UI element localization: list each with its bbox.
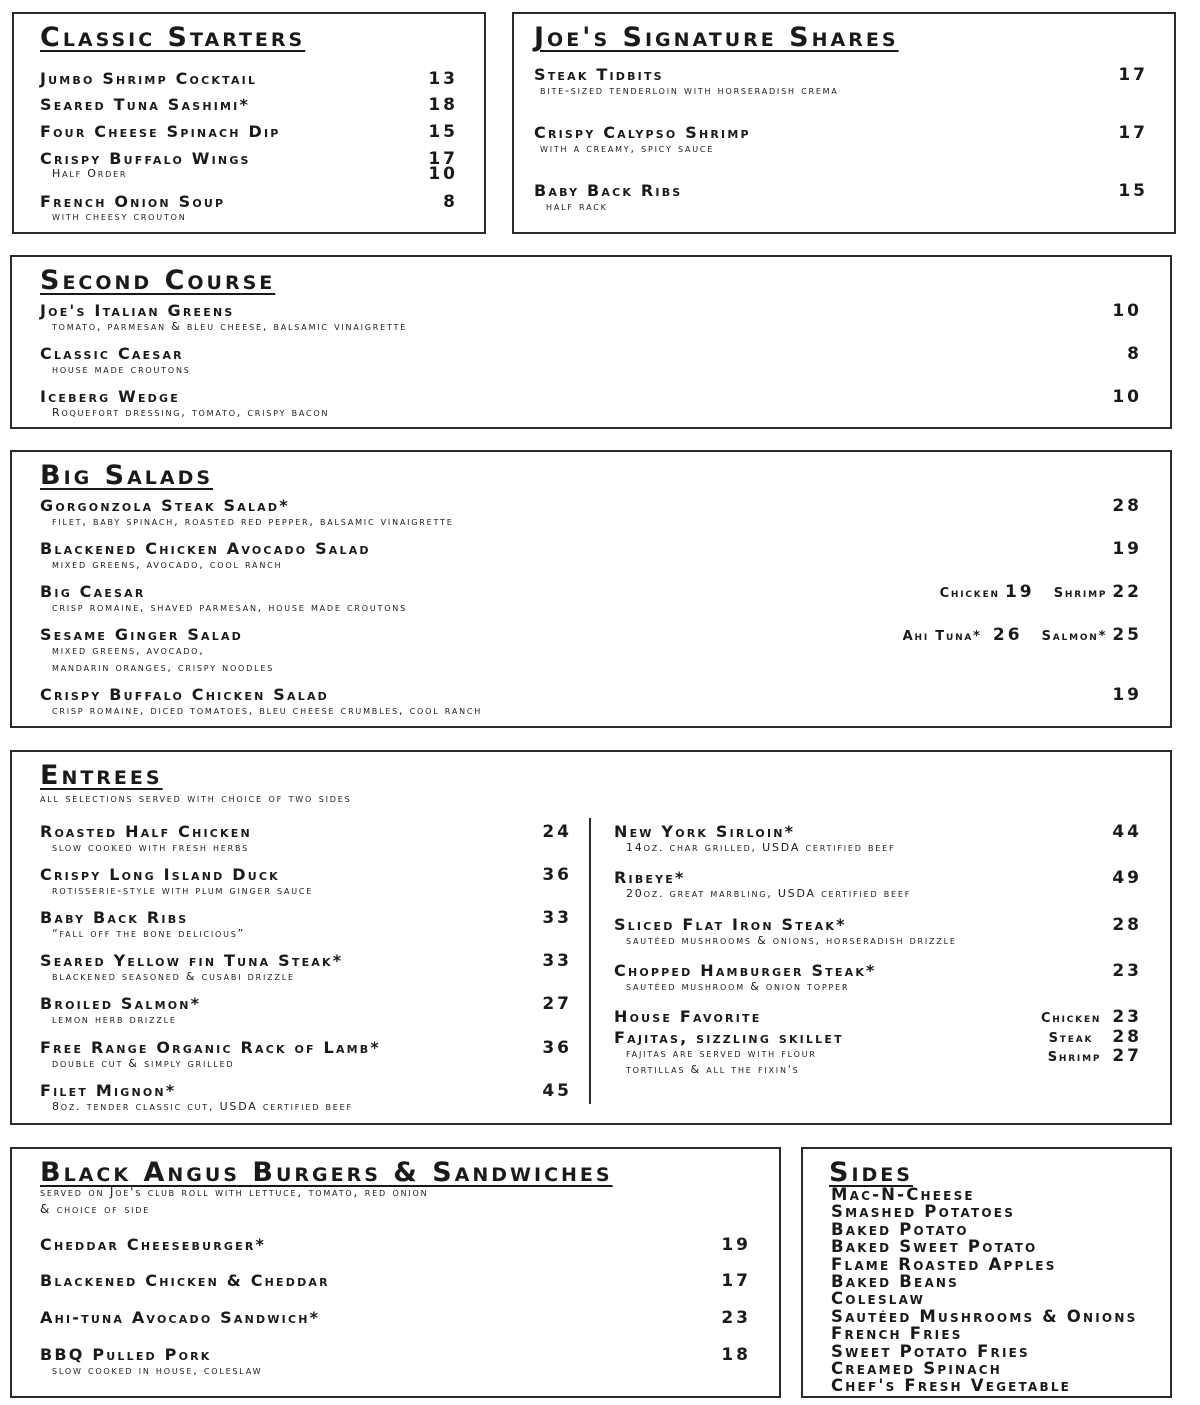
item-name: BBQ Pulled Pork [40,1345,212,1364]
item-price: 33 [542,951,572,971]
item-name: Chopped Hamburger Steak* [614,961,877,980]
item-price: 19 [1004,582,1035,602]
item-price: 28 [1112,496,1142,516]
item-name: House Favorite [614,1007,762,1026]
item-price: 45 [542,1081,572,1101]
item-description: 20oz. great marbling, USDA certified beef [626,887,912,900]
menu-item [40,387,1142,420]
item-price: 33 [542,908,572,928]
menu-item [614,915,1142,948]
side-item: Sweet Potato Fries [831,1341,1030,1361]
sides-list [831,1186,1137,1395]
item-price: 28 [1112,915,1142,935]
item-description: Half Order [52,167,128,180]
menu-item [40,192,458,224]
item-price: 23 [721,1308,751,1328]
item-name: Seared Tuna Sashimi* [40,95,251,114]
item-price: 18 [428,95,458,115]
item-price: 17 [721,1271,751,1291]
item-description: sautéed mushrooms & onions, horseradish drizzle [626,934,957,947]
item-price: 25 [1112,625,1142,645]
section-note: & choice of side [40,1202,151,1216]
item-price: 26 [992,625,1023,645]
classic-starters-section [12,12,486,234]
item-description: half rack [546,200,608,213]
item-description: slow cooked with fresh herbs [52,841,250,854]
side-item: Baked Potato [831,1219,969,1239]
menu-item [614,961,1142,994]
item-price: 18 [721,1345,751,1365]
item-name: Baby Back Ribs [534,181,683,200]
side-item: Mac-N-Cheese [831,1185,975,1204]
menu-item [40,1345,751,1378]
menu-item [40,344,1142,377]
option-label: Shrimp [1047,1050,1102,1065]
menu-item [40,539,1142,572]
item-price: 15 [428,122,458,142]
side-item: Creamed Spinach [831,1359,1003,1379]
item-name: Four Cheese Spinach Dip [40,122,281,141]
item-price: 10 [1112,387,1142,407]
option-label: Steak [1048,1031,1094,1046]
item-name: Free Range Organic Rack of Lamb* [40,1038,381,1057]
item-price: 27 [1112,1046,1142,1066]
item-name: Crispy Long Island Duck [40,865,280,884]
column-divider [589,818,591,1104]
item-name: Ribeye* [614,868,686,887]
item-price: 15 [1118,181,1148,201]
section-title: Joe's Signature Shares [534,22,899,53]
menu-item [40,301,1142,334]
item-price: 23 [1112,1007,1142,1027]
item-description: mixed greens, avocado, cool ranch [52,558,283,571]
item-price: 17 [428,149,458,169]
item-description: “fall off the bone delicious” [52,927,246,940]
item-description: crisp romaine, shaved parmesan, house made croutons [52,601,407,614]
menu-item [40,1271,751,1291]
item-description: filet, baby spinach, roasted red pepper, balsamic vinaigrette [52,515,454,528]
option-label: Shrimp [1053,586,1108,601]
menu-item [40,994,572,1027]
item-name: Steak Tidbits [534,65,664,84]
item-name: Iceberg Wedge [40,387,180,406]
item-description: 14oz. char grilled, USDA certified beef [626,841,896,854]
item-name: Sliced Flat Iron Steak* [614,915,847,934]
menu-item-fajitas [614,1007,1142,1077]
side-item: French Fries [831,1324,963,1344]
side-item: Baked Beans [831,1272,960,1292]
menu-item [614,868,1142,901]
item-price: 19 [1112,685,1142,705]
item-description: mixed greens, avocado, [52,644,205,657]
item-name: Seared Yellow fin Tuna Steak* [40,951,344,970]
item-name: Roasted Half Chicken [40,822,252,841]
entrees-section [10,750,1172,1125]
item-description: blackened seasoned & cusabi drizzle [52,970,295,983]
menu-item [40,69,458,89]
side-item: Coleslaw [831,1289,926,1309]
item-name: Baby Back Ribs [40,908,189,927]
item-name: Gorgonzola Steak Salad* [40,496,290,515]
item-description: slow cooked in house, coleslaw [52,1364,263,1377]
section-title: Sides [829,1157,913,1188]
menu-item [614,822,1142,855]
item-price: 19 [1112,539,1142,559]
option-label: Chicken [1040,1011,1102,1026]
item-name: Jumbo Shrimp Cocktail [40,69,258,88]
menu-item [40,822,572,855]
item-name: French Onion Soup [40,192,226,211]
price-option [903,625,1142,647]
item-name: Ahi-tuna Avocado Sandwich* [40,1308,321,1327]
item-description: with a creamy, spicy sauce [540,142,715,155]
item-name: Blackened Chicken & Cheddar [40,1271,330,1290]
item-name: Crispy Buffalo Wings [40,149,251,168]
item-price: 27 [542,994,572,1014]
item-description: crisp romaine, diced tomatoes, bleu cheese crumbles, cool ranch [52,704,483,717]
section-title: Classic Starters [40,22,306,53]
item-name: Blackened Chicken Avocado Salad [40,539,371,558]
section-title: Black Angus Burgers & Sandwiches [40,1157,613,1188]
second-course-section [10,255,1172,429]
item-description: fajitas are served with flour [626,1047,817,1060]
item-description: 8oz. tender classic cut, USDA certified beef [52,1100,353,1113]
menu-item [40,1308,751,1328]
item-description: Roquefort dressing, tomato, crispy bacon [52,406,330,419]
item-description: tortillas & all the fixin's [626,1063,800,1076]
menu-item [40,122,458,142]
item-description: mandarin oranges, crispy noodles [52,661,275,674]
menu-item [40,908,572,941]
item-description: house made croutons [52,363,191,376]
item-description: with cheesy crouton [52,210,187,223]
item-price: 8 [443,192,458,212]
side-item: Smashed Potatoes [831,1202,1016,1222]
item-price: 22 [1112,582,1142,602]
menu-item [40,685,1142,718]
item-price: 10 [428,164,458,184]
menu-item [40,149,458,184]
item-name: Crispy Calypso Shrimp [534,123,751,142]
item-price: 36 [542,1038,572,1058]
menu-item [40,1235,751,1255]
item-price: 17 [1118,123,1148,143]
item-name: Cheddar Cheeseburger* [40,1235,267,1254]
menu-item [40,865,572,898]
section-title: Big Salads [40,460,214,491]
option-label: Chicken [939,586,1000,601]
menu-item [40,951,572,984]
item-name: Fajitas, sizzling skillet [614,1028,844,1047]
option-label: Ahi Tuna* [902,629,982,644]
burgers-sandwiches-section [10,1147,781,1398]
item-price: 49 [1112,868,1142,888]
item-name: Sesame Ginger Salad [40,625,244,644]
side-item: Baked Sweet Potato [831,1237,1038,1257]
item-price: 24 [542,822,572,842]
price-option [1041,1007,1142,1029]
item-price: 23 [1112,961,1142,981]
item-description: double cut & simply grilled [52,1057,235,1070]
item-description: bite-sized tenderloin with horseradish crema [540,84,839,97]
item-description: tomato, parmesan & bleu cheese, balsamic vinaigrette [52,320,408,333]
item-name: Joe's Italian Greens [40,301,235,320]
menu-item [40,582,1142,615]
item-price: 19 [721,1235,751,1255]
item-name: Big Caesar [40,582,146,601]
item-name: Crispy Buffalo Chicken Salad [40,685,329,704]
menu-item [40,496,1142,529]
menu-item [534,65,1148,98]
section-note: all selections served with choice of two sides [40,791,352,805]
menu-item [40,95,458,115]
menu-item [534,123,1148,156]
item-price: 17 [1118,65,1148,85]
section-note: served on Joe's club roll with lettuce, tomato, red onion [40,1185,429,1199]
price-option [1048,1046,1142,1068]
item-name: Broiled Salmon* [40,994,202,1013]
menu-item [40,1081,572,1114]
menu-item [534,181,1148,214]
item-price: 28 [1112,1027,1142,1047]
menu-item [40,625,1142,675]
option-label: Salmon* [1041,629,1108,644]
sides-section [801,1147,1172,1398]
item-name: New York Sirloin* [614,822,796,841]
item-description: rotisserie-style with plum ginger sauce [52,884,314,897]
item-price: 44 [1112,822,1142,842]
item-name: Filet Mignon* [40,1081,177,1100]
big-salads-section [10,450,1172,728]
item-name: Classic Caesar [40,344,184,363]
item-description: sautéed mushroom & onion topper [626,980,850,993]
price-option [940,582,1142,604]
side-item: Sautéed Mushrooms & Onions [831,1306,1138,1326]
side-item: Flame Roasted Apples [831,1254,1057,1274]
side-item: Chef's Fresh Vegetable [831,1376,1072,1396]
section-title: Second Course [40,265,276,296]
signature-shares-section [512,12,1176,234]
item-price: 36 [542,865,572,885]
item-price: 8 [1127,344,1142,364]
menu-item [40,1038,572,1071]
item-price: 10 [1112,301,1142,321]
section-title: Entrees [40,760,163,791]
item-description: lemon herb drizzle [52,1013,177,1026]
item-price: 13 [428,69,458,89]
